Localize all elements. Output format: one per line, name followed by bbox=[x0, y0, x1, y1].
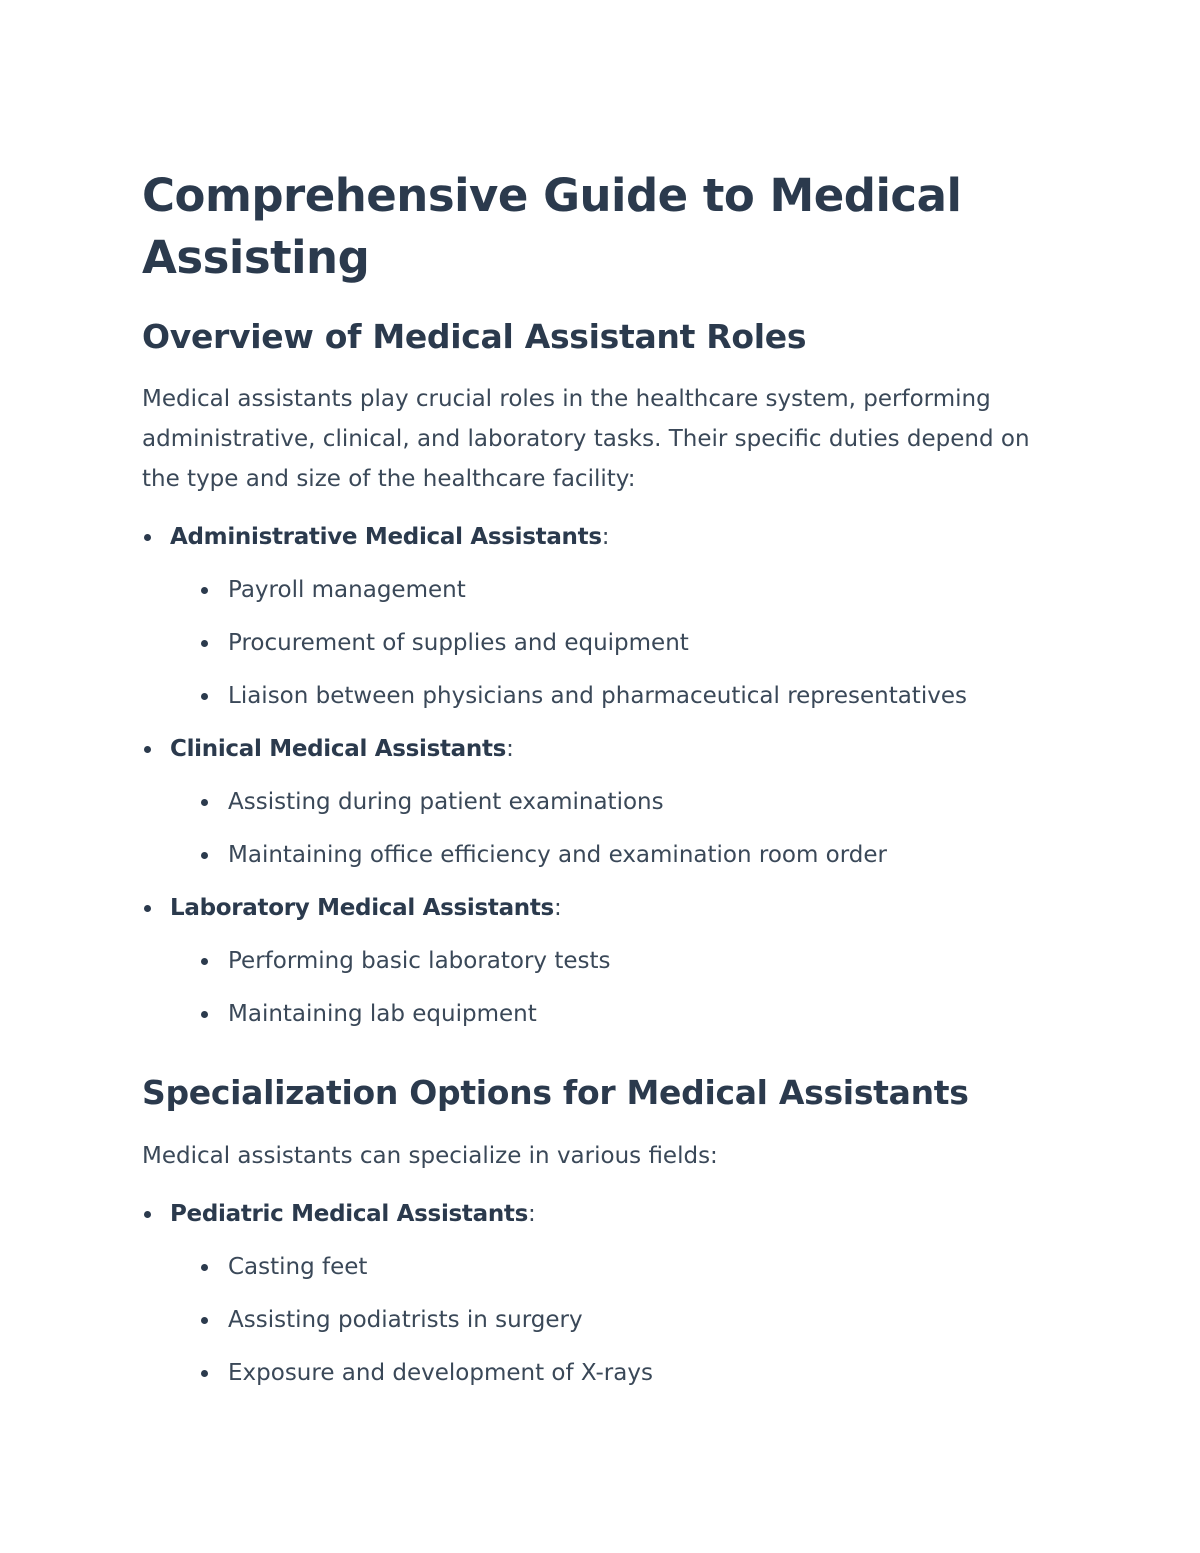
bullet-icon bbox=[144, 746, 151, 753]
list-item bbox=[170, 564, 1062, 617]
list-item bbox=[170, 988, 1062, 1041]
list-item bbox=[170, 670, 1062, 723]
bullet-icon bbox=[201, 587, 208, 594]
list-item-text: Procurement of supplies and equipment bbox=[228, 630, 689, 656]
group-label: Pediatric Medical Assistants bbox=[170, 1201, 528, 1227]
group-label-suffix: : bbox=[528, 1201, 536, 1227]
sub-list bbox=[170, 1241, 1062, 1400]
page-title: Comprehensive Guide to Medical Assisting bbox=[142, 169, 962, 284]
bullet-icon bbox=[201, 958, 208, 965]
list-item-text: Liaison between physicians and pharmaceutical representatives bbox=[228, 683, 967, 709]
group-label-suffix: : bbox=[506, 736, 514, 762]
group-label-suffix: : bbox=[553, 895, 562, 921]
sub-list bbox=[170, 564, 1062, 723]
list-item bbox=[142, 882, 1062, 1041]
sub-list bbox=[170, 935, 1062, 1041]
bullet-icon bbox=[201, 1011, 208, 1018]
section-heading-specialization: Specialization Options for Medical Assistants bbox=[142, 1073, 969, 1112]
list-item bbox=[170, 1294, 1062, 1347]
group-label: Administrative Medical Assistants bbox=[170, 524, 602, 550]
group-label: Clinical Medical Assistants bbox=[170, 736, 507, 762]
list-item-text: Maintaining office efficiency and examination room order bbox=[228, 842, 888, 868]
group-label-suffix: : bbox=[601, 524, 610, 550]
bullet-icon bbox=[201, 799, 208, 806]
role-list bbox=[142, 511, 1062, 1041]
bullet-icon bbox=[201, 693, 208, 700]
list-item bbox=[142, 511, 1062, 723]
bullet-icon bbox=[201, 852, 208, 859]
list-item bbox=[170, 1347, 1062, 1400]
list-item bbox=[170, 829, 1062, 882]
list-item-text: Assisting podiatrists in surgery bbox=[228, 1307, 583, 1333]
bullet-icon bbox=[201, 1370, 208, 1377]
bullet-icon bbox=[201, 1317, 208, 1324]
section-intro-overview: Medical assistants play crucial roles in the healthcare system, performing administrative, clinical, and laboratory tasks. Their specific duties depend on the type and size of the healthcare facility: bbox=[142, 386, 1030, 492]
section-intro-specialization: Medical assistants can specialize in various fields: bbox=[142, 1143, 718, 1169]
list-item-text: Performing basic laboratory tests bbox=[228, 948, 611, 974]
list-item bbox=[142, 1188, 1062, 1400]
bullet-icon bbox=[201, 1264, 208, 1271]
section-heading-overview: Overview of Medical Assistant Roles bbox=[142, 317, 807, 356]
sub-list bbox=[170, 776, 1062, 882]
bullet-icon bbox=[144, 905, 151, 912]
bullet-icon bbox=[144, 534, 151, 541]
list-item-text: Casting feet bbox=[228, 1254, 368, 1280]
bullet-icon bbox=[201, 640, 208, 647]
list-item-text: Exposure and development of X-rays bbox=[228, 1360, 653, 1386]
group-label: Laboratory Medical Assistants bbox=[170, 895, 554, 921]
document-page bbox=[142, 165, 1062, 1400]
bullet-icon bbox=[144, 1211, 151, 1218]
list-item bbox=[170, 935, 1062, 988]
list-item-text: Assisting during patient examinations bbox=[228, 789, 664, 815]
list-item-text: Maintaining lab equipment bbox=[228, 1001, 537, 1027]
specialization-list bbox=[142, 1188, 1062, 1400]
list-item bbox=[170, 617, 1062, 670]
list-item bbox=[142, 723, 1062, 882]
list-item-text: Payroll management bbox=[228, 577, 466, 603]
list-item bbox=[170, 776, 1062, 829]
list-item bbox=[170, 1241, 1062, 1294]
